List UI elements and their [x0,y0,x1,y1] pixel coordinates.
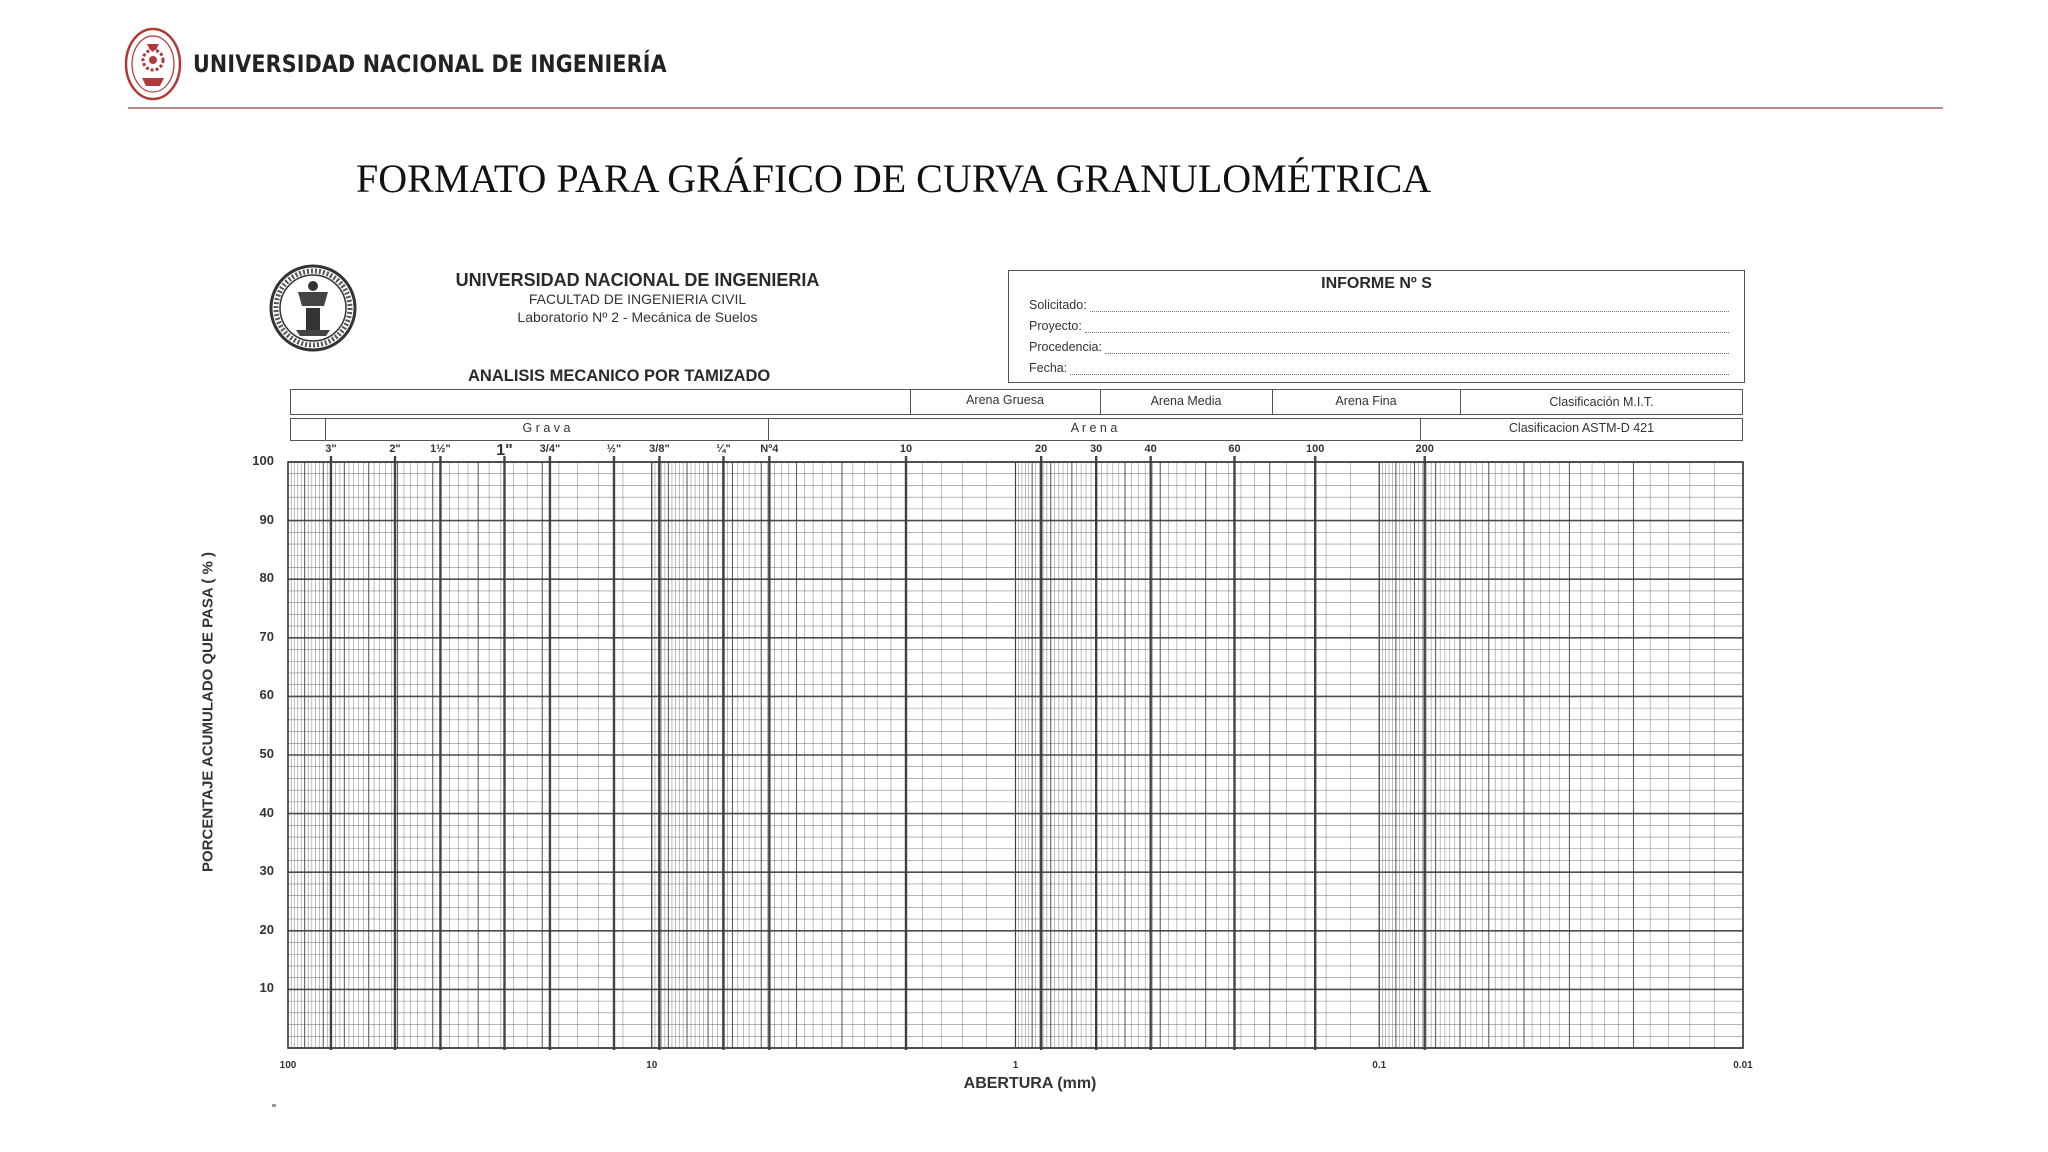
y-axis-label: PORCENTAJE ACUMULADO QUE PASA ( % ) [199,551,217,873]
sieve-label: 20 [1035,443,1048,455]
sieve-label: ½" [606,443,622,455]
mit-arena-gruesa: Arena Gruesa [966,393,1044,407]
sieve-label: 2" [389,443,401,455]
sieve-label: 30 [1090,443,1103,455]
sieve-label: 10 [899,443,913,455]
y-tick-label: 50 [259,746,274,761]
astm-arena: A r e n a [1070,421,1118,435]
form-laboratory: Laboratorio Nº 2 - Mecánica de Suelos [517,309,758,325]
sieve-label: 1½" [430,443,451,455]
sieve-label: 40 [1144,443,1157,455]
field-solicitado[interactable]: Solicitado: [1029,298,1729,312]
x-tick-label: 1 [1012,1060,1019,1071]
field-proyecto[interactable]: Proyecto: [1029,319,1729,333]
header-institution-name: UNIVERSIDAD NACIONAL DE INGENIERÍA [193,50,667,78]
slide-title: FORMATO PARA GRÁFICO DE CURVA GRANULOMÉTRICA [356,156,1432,201]
sieve-label: 1" [496,442,513,459]
report-title: INFORME Nº S [1321,275,1432,292]
x-axis-label: ABERTURA (mm) [963,1075,1097,1092]
x-tick-label: 10 [646,1060,658,1071]
form-faculty: FACULTAD DE INGENIERIA CIVIL [528,291,747,307]
y-tick-label: 20 [259,921,274,937]
astm-classification-label: Clasificacion ASTM-D 421 [1508,421,1655,435]
form-university-name: UNIVERSIDAD NACIONAL DE INGENIERIA [455,270,820,290]
field-fecha[interactable]: Fecha: [1029,361,1729,375]
analysis-title: ANALISIS MECANICO POR TAMIZADO [468,367,771,385]
sieve-label: 200 [1415,443,1434,455]
sieve-label: 60 [1228,443,1241,455]
x-tick-label: 0.01 [1733,1060,1753,1071]
mit-arena-media: Arena Media [1150,394,1222,408]
sieve-label: ¼" [716,443,731,455]
y-tick-label: 30 [259,863,274,879]
x-tick-label: 100 [279,1060,297,1071]
y-tick-label: 40 [259,804,274,820]
sieve-label: 3" [325,443,337,455]
y-tick-label: 10 [259,980,274,996]
sieve-label: Nº4 [760,443,779,455]
y-tick-label: 60 [259,687,274,703]
sieve-label: 100 [1306,443,1325,455]
y-tick-label: 70 [259,628,274,644]
y-tick-label: 90 [259,511,274,527]
sieve-label: 3/8" [649,443,670,455]
field-procedencia[interactable]: Procedencia: [1029,340,1729,354]
astm-grava: G r a v a [522,421,571,435]
y-tick-label: 80 [259,570,274,586]
x-tick-label: 0.1 [1372,1060,1387,1071]
mit-arena-fina: Arena Fina [1335,394,1397,408]
y-tick-label: 100 [252,453,274,468]
sieve-label: 3/4" [539,443,561,455]
mit-classification-label: Clasificación M.I.T. [1549,395,1654,409]
